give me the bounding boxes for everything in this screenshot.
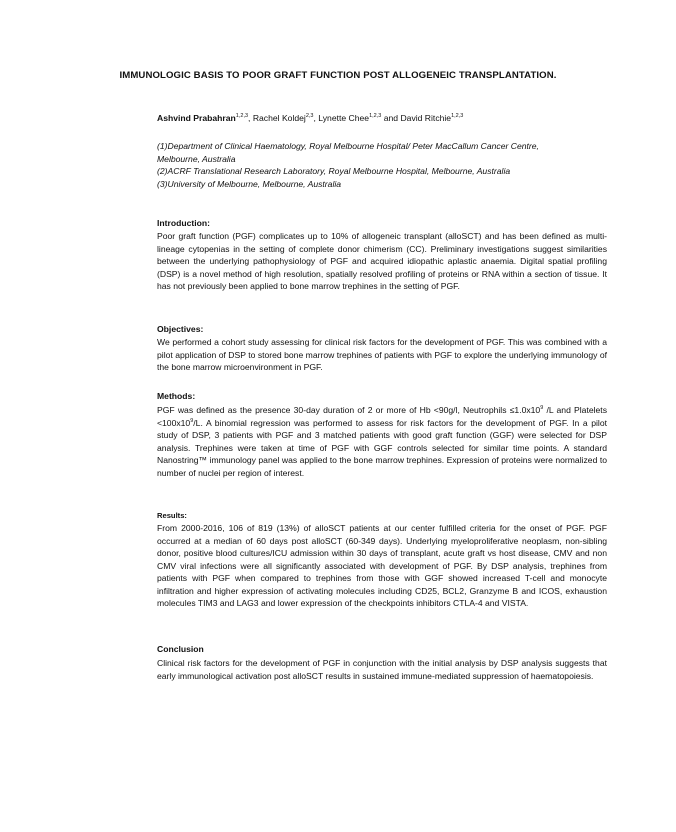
introduction-body: Poor graft function (PGF) complicates up to 10% of allogeneic transplant (alloSCT) and has been defined as multi-lineage cytopenias in the setting of complete donor chimerism (CC). Preliminary investigations suggest similarities between the underlying pathophysiology of PGF and acquired idiopathic aplastic anaemia. Digital spatial profiling (DSP) is a novel method of high resolution, spatially resolved profiling of proteins or RNA within a section of tissue. It has not previously been applied to bone marrow trephines in the setting of PGF. xyxy=(157,231,607,291)
affiliation-line: (1)Department of Clinical Haematology, Royal Melbourne Hospital/ Peter MacCallum Cancer Centre, xyxy=(157,141,539,151)
author-name: Rachel Koldej xyxy=(252,113,306,123)
affiliation-line: (2)ACRF Translational Research Laboratory, Royal Melbourne Hospital, Melbourne, Australia xyxy=(157,166,511,177)
conclusion-heading: Conclusion xyxy=(157,644,204,654)
affiliation-line: (3)University of Melbourne, Melbourne, Australia xyxy=(157,178,342,189)
introduction-heading: Introduction: xyxy=(157,218,210,228)
author-name: David Ritchie xyxy=(400,113,452,123)
author-affiliation-marker: 1,2,3 xyxy=(235,113,249,119)
author-affiliation-marker: 2,3 xyxy=(305,113,314,119)
author-affiliation-marker: 1,2,3 xyxy=(451,113,464,119)
author-list: Ashvind Prabahran$^{1,2,3}$, Rachel Koldej$^{2,3}$, Lynette Chee$^{1,2,3}$ and David Ritchie$^{1,2,3}$ xyxy=(157,113,464,123)
affiliation-line: Melbourne, Australia xyxy=(157,153,236,164)
results-heading: Results: xyxy=(157,511,187,520)
methods-heading: Methods: xyxy=(157,391,196,401)
methods-body: PGF was defined as the presence 30-day duration of 2 or more of Hb <90g/l, Neutrophils $\le 1.0x10^9$ /L and Platelets $<100x10^9/L$. A binomial regression was performed to assess for risk factors for the development of PGF. In a pilot study of DSP, 3 patients with PGF and 3 matched patients with good graft function (GGF) were selected for DSP analysis. Trephines were taken at time of PGF with GGF controls selected for similar time points. A standard Nanostring™ immunology panel was applied to the bone marrow trephines. Expression of proteins were normalized to number of nuclei per region of interest. xyxy=(157,405,607,478)
affiliation-list xyxy=(157,140,612,190)
results-body: From 2000-2016, 106 of 819 (13%) of alloSCT patients at our center fulfilled criteria for the onset of PGF. PGF occurred at a median of 60 days post alloSCT (60-349 days). Underlying myeloproliferative neoplasm, non-sibling donor, positive blood cultures/ICU admission within 30 days of transplant, acute graft vs host disease, CMV and non CMV viral infections were all significantly associated with development of PGF. By DSP analysis, trephines from patients with PGF when compared to trephines from those with GGF showed increased T-cell and monocyte infiltration and higher expression of activating molecules including CD25, BCL2, Granzyme B and ICOS, exhaustion molecules TIM3 and LAG3 and lower expression of the checkpoints inhibitors CTLA-4 and VISTA. xyxy=(157,523,607,608)
objectives-heading: Objectives: xyxy=(157,324,204,334)
author-name: Ashvind Prabahran xyxy=(157,113,236,123)
objectives-body: We performed a cohort study assessing for clinical risk factors for the development of PGF. This was combined with a pilot application of DSP to stored bone marrow trephines of patients with PGF to explore the underlying immunology of the bone marrow microenvironment in PGF. xyxy=(157,337,607,372)
author-name: Lynette Chee xyxy=(318,113,370,123)
conclusion-body: Clinical risk factors for the development of PGF in conjunction with the initial analysis by DSP analysis suggests that early immunological activation post alloSCT results in sustained immune-mediated suppression of haematopoiesis. xyxy=(157,658,607,681)
abstract-title: IMMUNOLOGIC BASIS TO POOR GRAFT FUNCTION POST ALLOGENEIC TRANSPLANTATION. xyxy=(119,70,557,81)
author-affiliation-marker: 1,2,3 xyxy=(369,113,382,119)
